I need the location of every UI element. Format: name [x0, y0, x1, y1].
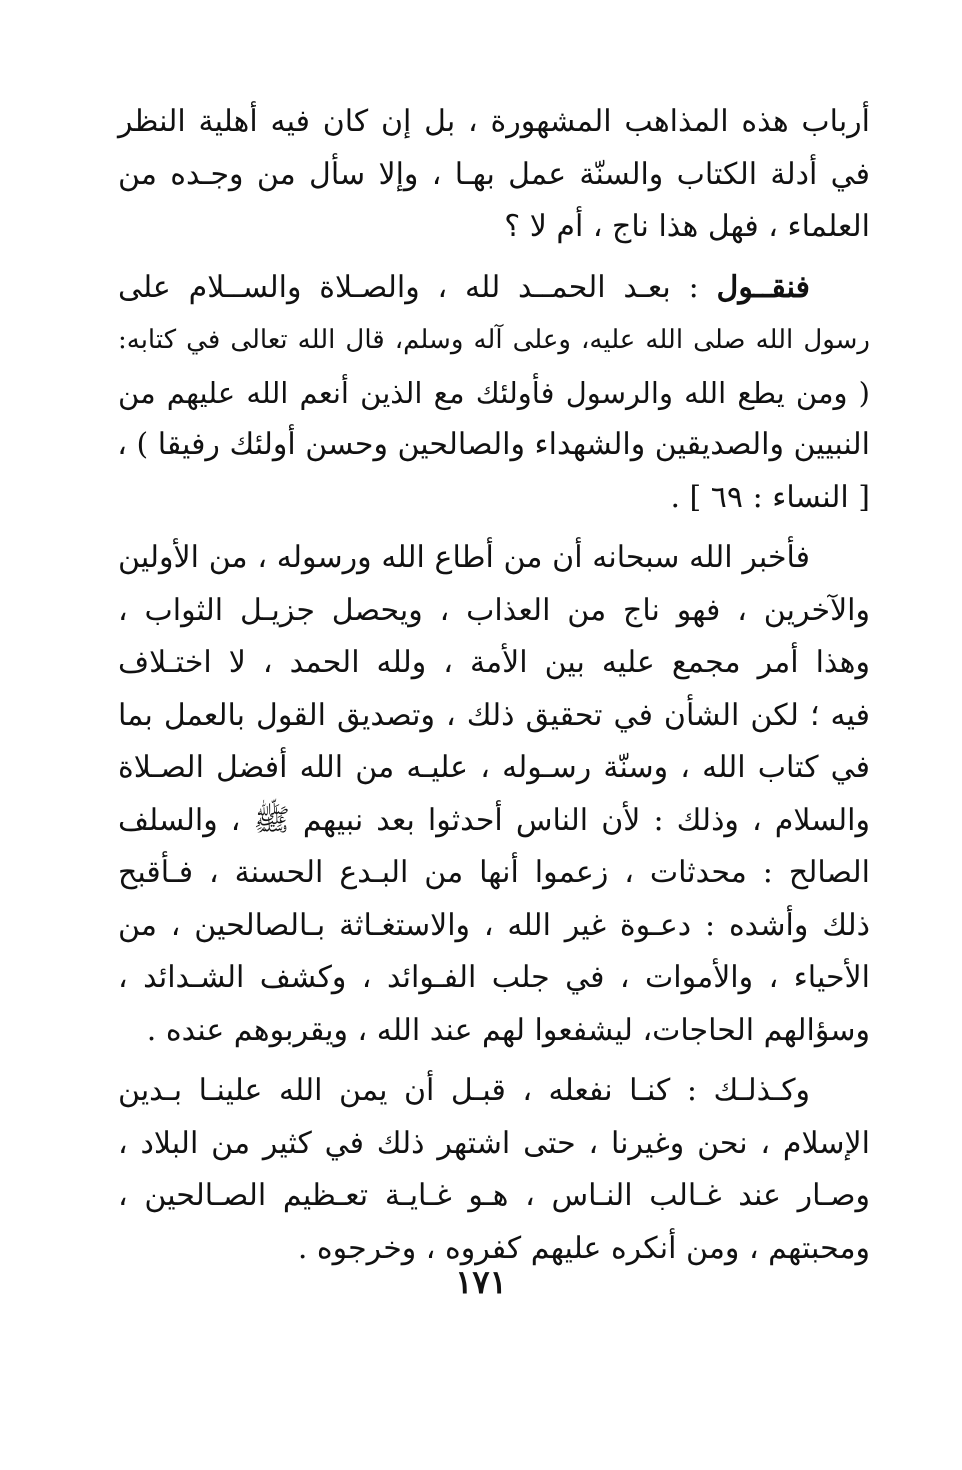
- text-line: وصـار عند غـالب النـاس ، هـو غـايـة تعـظيم الصـالحين ،: [118, 1178, 870, 1213]
- text-line: وكـذلـك : كنـا نفعله ، قبـل أن يمن الله علينـا بـدين: [118, 1073, 810, 1108]
- paragraph-gap: [118, 524, 870, 532]
- page-number: ١٧١: [455, 1263, 507, 1301]
- text-line: فيه ؛ لكن الشأن في تحقيق ذلك ، وتصديق القول بالعمل بما: [118, 697, 870, 733]
- text-line: العلماء ، فهل هذا ناج ، أم لا ؟: [504, 209, 870, 244]
- text-line: وهذا أمر مجمع عليه بين الأمة ، ولله الحمد ، لا اختـلاف: [118, 645, 870, 680]
- lead-word: فنقــول: [716, 269, 810, 305]
- paragraph-2: [118, 262, 870, 525]
- paragraph-3: [118, 532, 870, 1057]
- text-line: والسلام ، وذلك : لأن الناس أحدثوا بعد نبيهم ﷺ ، والسلف: [118, 802, 870, 838]
- text-line: في كتاب الله ، وسنّة رسـوله ، عليـه من الله أفضل الصـلاة: [118, 750, 870, 785]
- text-line: ذلك وأشده : دعـوة غير الله ، والاستغـاثة بـالصالحين ، من: [118, 907, 870, 943]
- text-line: [ النساء : ٦٩ ] .: [670, 479, 870, 515]
- text-line: ( ومن يطع الله والرسول فأولئك مع الذين أنعم الله عليهم من: [118, 375, 870, 410]
- text-line: [118, 262, 870, 315]
- text-line: رسول الله صلى الله عليه، وعلى آله وسلم، قال الله تعالى في كتابه:: [118, 325, 870, 355]
- paragraph-1: [118, 96, 870, 254]
- text-line: الصالح : محدثات ، زعموا أنها من البـدع الحسنة ، فـأقبح: [118, 855, 870, 890]
- body-text: [118, 96, 870, 1275]
- text-line: وسؤالهم الحاجات، ليشفعوا لهم عند الله ، ويقربوهم عنده .: [146, 1012, 870, 1048]
- text-line: أرباب هذه المذاهب المشهورة ، بل إن كان فيه أهلية النظر: [118, 104, 870, 139]
- text-line: والآخرين ، فهو ناج من العذاب ، ويحصل جزيـل الثواب ،: [118, 592, 870, 628]
- paragraph-gap: [118, 254, 870, 262]
- text-line: ومحبتهم ، ومن أنكره عليهم كفروه ، وخرجوه .: [297, 1230, 870, 1266]
- text-line: النبيين والصديقين والشهداء والصالحين وحسن أولئك رفيقا ) ،: [117, 427, 870, 462]
- paragraph-gap: [118, 1057, 870, 1065]
- text-line: في أدلة الكتاب والسنّة عمل بهـا ، وإلا سأل من وجـده من: [118, 156, 870, 192]
- text-line: الأحياء ، والأموات ، في جلب الفـوائد ، وكشف الشـدائد ،: [118, 960, 870, 995]
- text-line: الإسلام ، نحن وغيرنا ، حتى اشتهر ذلك في كثير من البلاد ،: [118, 1125, 870, 1161]
- text-line-rest: : بعـد الحمــد لله ، والصـلاة والســلام على: [118, 269, 717, 305]
- text-line: فأخبر الله سبحانه أن من أطاع الله ورسوله ، من الأولين: [118, 540, 810, 575]
- paragraph-4: [118, 1065, 870, 1275]
